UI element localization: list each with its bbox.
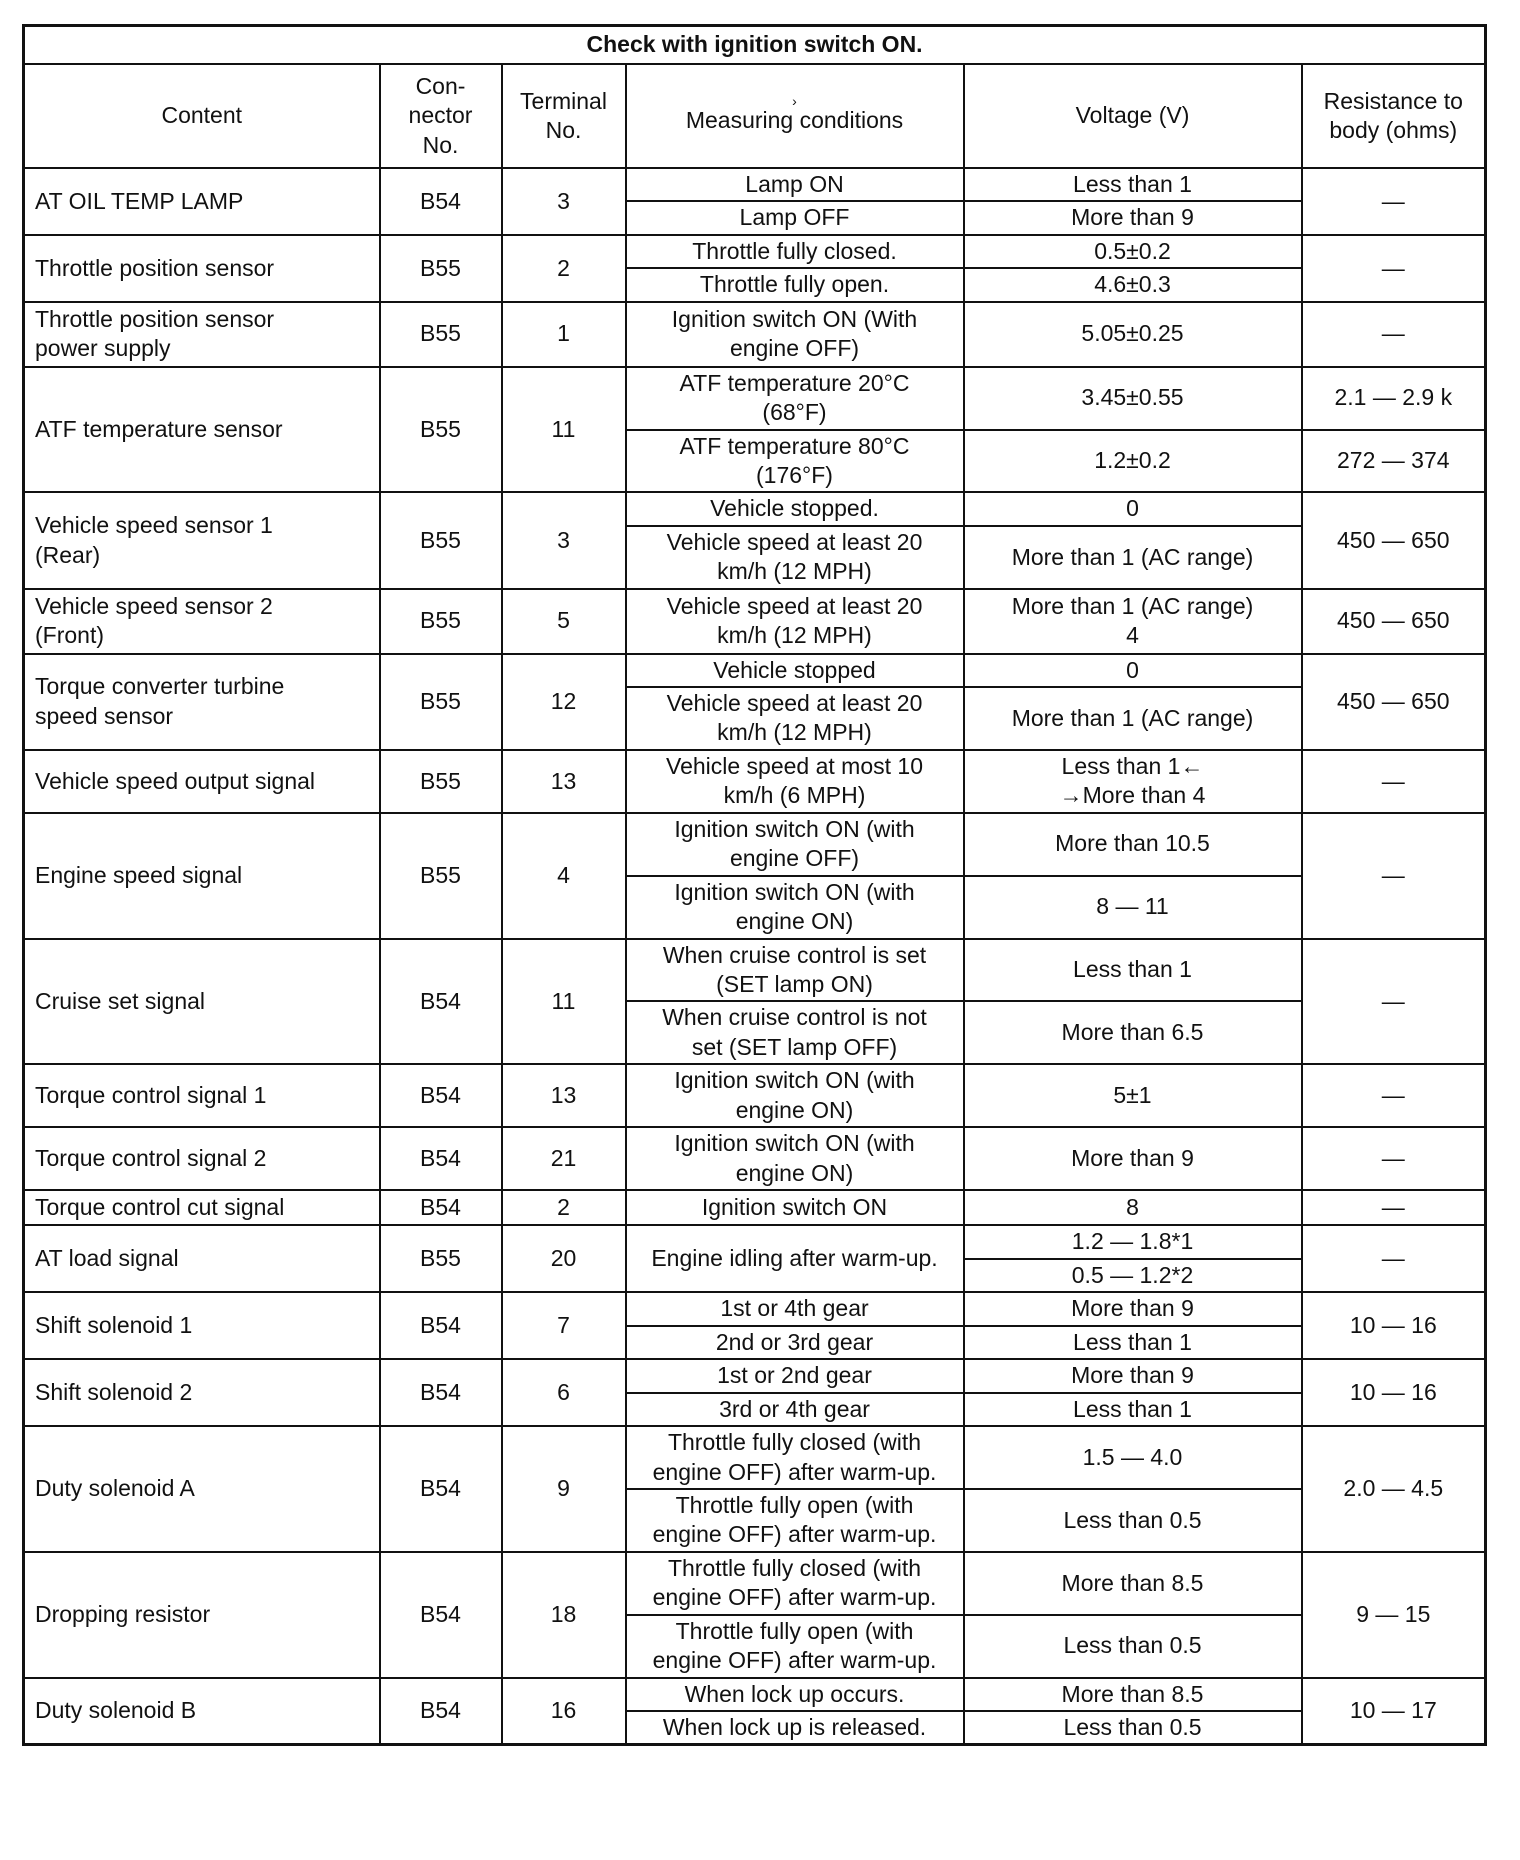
row-content: Throttle position sensor power supply <box>24 302 380 367</box>
row-connector: B54 <box>380 1552 502 1678</box>
row-terminal: 6 <box>502 1359 626 1426</box>
table-row <box>24 1127 1486 1190</box>
row-resistance: 272 — 374 <box>1302 430 1486 493</box>
header-voltage: Voltage (V) <box>964 64 1302 168</box>
row-connector: B54 <box>380 1678 502 1745</box>
spec-table-wrapper <box>22 24 1484 1746</box>
row-voltage: More than 10.5 <box>964 813 1302 876</box>
row-terminal: 21 <box>502 1127 626 1190</box>
row-measuring-condition: Vehicle speed at most 10 km/h (6 MPH) <box>626 750 964 813</box>
row-resistance: 450 — 650 <box>1302 492 1486 588</box>
row-content: Duty solenoid A <box>24 1426 380 1552</box>
row-voltage: More than 9 <box>964 1292 1302 1325</box>
row-measuring-condition: Ignition switch ON <box>626 1190 964 1225</box>
row-content: Cruise set signal <box>24 939 380 1065</box>
row-connector: B55 <box>380 813 502 939</box>
row-terminal: 1 <box>502 302 626 367</box>
row-content: Duty solenoid B <box>24 1678 380 1745</box>
row-voltage: More than 9 <box>964 201 1302 234</box>
row-measuring-condition: Ignition switch ON (with engine ON) <box>626 1064 964 1127</box>
row-measuring-condition: 1st or 4th gear <box>626 1292 964 1325</box>
table-row <box>24 813 1486 876</box>
row-voltage: 5±1 <box>964 1064 1302 1127</box>
row-connector: B54 <box>380 1426 502 1552</box>
table-row <box>24 302 1486 367</box>
row-content: Torque control signal 1 <box>24 1064 380 1127</box>
row-voltage: 0 <box>964 654 1302 687</box>
table-row <box>24 1426 1486 1489</box>
row-content: Torque control signal 2 <box>24 1127 380 1190</box>
row-measuring-condition: When cruise control is set (SET lamp ON) <box>626 939 964 1002</box>
row-voltage: More than 1 (AC range) <box>964 687 1302 750</box>
row-resistance: — <box>1302 1225 1486 1292</box>
row-terminal: 12 <box>502 654 626 750</box>
row-content: Torque converter turbine speed sensor <box>24 654 380 750</box>
row-measuring-condition: Ignition switch ON (with engine OFF) <box>626 813 964 876</box>
row-connector: B55 <box>380 302 502 367</box>
table-row <box>24 492 1486 525</box>
row-voltage: More than 1 (AC range) <box>964 526 1302 589</box>
row-resistance: — <box>1302 813 1486 939</box>
row-voltage: 3.45±0.55 <box>964 367 1302 430</box>
row-terminal: 3 <box>502 168 626 235</box>
row-resistance: — <box>1302 750 1486 813</box>
row-measuring-condition: Ignition switch ON (With engine OFF) <box>626 302 964 367</box>
row-measuring-condition: Vehicle speed at least 20 km/h (12 MPH) <box>626 589 964 654</box>
row-measuring-condition: Throttle fully closed (with engine OFF) after warm-up. <box>626 1426 964 1489</box>
row-resistance: — <box>1302 1127 1486 1190</box>
row-measuring-condition: 1st or 2nd gear <box>626 1359 964 1392</box>
row-measuring-condition: When cruise control is not set (SET lamp OFF) <box>626 1001 964 1064</box>
row-connector: B55 <box>380 367 502 493</box>
row-terminal: 7 <box>502 1292 626 1359</box>
row-voltage: Less than 0.5 <box>964 1711 1302 1745</box>
table-header-row <box>24 64 1486 168</box>
row-connector: B55 <box>380 235 502 302</box>
row-content: AT load signal <box>24 1225 380 1292</box>
row-voltage: More than 1 (AC range) 4 <box>964 589 1302 654</box>
row-terminal: 11 <box>502 367 626 493</box>
row-measuring-condition: Throttle fully open (with engine OFF) after warm-up. <box>626 1489 964 1552</box>
row-content: Vehicle speed sensor 2 (Front) <box>24 589 380 654</box>
row-content: Dropping resistor <box>24 1552 380 1678</box>
row-measuring-condition: Ignition switch ON (with engine ON) <box>626 1127 964 1190</box>
row-measuring-condition: ATF temperature 80°C (176°F) <box>626 430 964 493</box>
row-voltage: More than 8.5 <box>964 1678 1302 1711</box>
row-resistance: 450 — 650 <box>1302 589 1486 654</box>
table-row <box>24 939 1486 1002</box>
row-resistance: 2.0 — 4.5 <box>1302 1426 1486 1552</box>
row-connector: B55 <box>380 589 502 654</box>
row-resistance: — <box>1302 235 1486 302</box>
table-row <box>24 1292 1486 1325</box>
row-measuring-condition: Throttle fully open. <box>626 268 964 301</box>
row-connector: B54 <box>380 1064 502 1127</box>
row-content: Vehicle speed output signal <box>24 750 380 813</box>
row-terminal: 2 <box>502 235 626 302</box>
row-resistance: — <box>1302 1064 1486 1127</box>
row-connector: B55 <box>380 492 502 588</box>
row-terminal: 5 <box>502 589 626 654</box>
table-row <box>24 168 1486 201</box>
row-terminal: 20 <box>502 1225 626 1292</box>
row-voltage: 0.5 — 1.2*2 <box>964 1259 1302 1292</box>
row-resistance: 10 — 16 <box>1302 1359 1486 1426</box>
row-voltage: More than 9 <box>964 1359 1302 1392</box>
row-measuring-condition: Lamp ON <box>626 168 964 201</box>
table-row <box>24 589 1486 654</box>
row-measuring-condition: Vehicle stopped. <box>626 492 964 525</box>
row-connector: B54 <box>380 168 502 235</box>
row-measuring-condition: Vehicle stopped <box>626 654 964 687</box>
row-terminal: 3 <box>502 492 626 588</box>
table-row <box>24 1190 1486 1225</box>
row-connector: B54 <box>380 939 502 1065</box>
row-terminal: 9 <box>502 1426 626 1552</box>
row-content: ATF temperature sensor <box>24 367 380 493</box>
row-measuring-condition: Throttle fully closed. <box>626 235 964 268</box>
row-voltage: 1.5 — 4.0 <box>964 1426 1302 1489</box>
row-content: Engine speed signal <box>24 813 380 939</box>
row-resistance: 10 — 17 <box>1302 1678 1486 1745</box>
row-voltage: More than 6.5 <box>964 1001 1302 1064</box>
row-measuring-condition: Vehicle speed at least 20 km/h (12 MPH) <box>626 526 964 589</box>
row-voltage: More than 8.5 <box>964 1552 1302 1615</box>
row-content: AT OIL TEMP LAMP <box>24 168 380 235</box>
header-terminal: Terminal No. <box>502 64 626 168</box>
row-connector: B54 <box>380 1190 502 1225</box>
row-voltage: 1.2 — 1.8*1 <box>964 1225 1302 1258</box>
row-voltage: Less than 1 <box>964 1393 1302 1426</box>
header-mark: › <box>792 93 797 110</box>
header-content: Content <box>24 64 380 168</box>
voltage-check-table <box>22 24 1487 1746</box>
row-measuring-condition: When lock up is released. <box>626 1711 964 1745</box>
row-resistance: 9 — 15 <box>1302 1552 1486 1678</box>
header-measuring-conditions: › Measuring conditions <box>626 64 964 168</box>
row-resistance: — <box>1302 168 1486 235</box>
row-voltage: Less than 0.5 <box>964 1489 1302 1552</box>
row-content: Shift solenoid 2 <box>24 1359 380 1426</box>
row-voltage: Less than 1← →More than 4 <box>964 750 1302 813</box>
row-measuring-condition: When lock up occurs. <box>626 1678 964 1711</box>
table-row <box>24 367 1486 430</box>
row-connector: B54 <box>380 1292 502 1359</box>
row-terminal: 13 <box>502 1064 626 1127</box>
row-measuring-condition: Lamp OFF <box>626 201 964 234</box>
row-voltage: Less than 1 <box>964 1326 1302 1359</box>
row-voltage: Less than 1 <box>964 939 1302 1002</box>
row-voltage: 8 <box>964 1190 1302 1225</box>
row-terminal: 13 <box>502 750 626 813</box>
table-row <box>24 1225 1486 1258</box>
row-connector: B54 <box>380 1359 502 1426</box>
table-row <box>24 1678 1486 1711</box>
table-row <box>24 1064 1486 1127</box>
table-row <box>24 750 1486 813</box>
table-row <box>24 1552 1486 1615</box>
row-measuring-condition: Throttle fully open (with engine OFF) after warm-up. <box>626 1615 964 1678</box>
row-connector: B55 <box>380 654 502 750</box>
row-content: Shift solenoid 1 <box>24 1292 380 1359</box>
row-measuring-condition: Engine idling after warm-up. <box>626 1225 964 1292</box>
row-measuring-condition: ATF temperature 20°C (68°F) <box>626 367 964 430</box>
row-content: Vehicle speed sensor 1 (Rear) <box>24 492 380 588</box>
row-terminal: 16 <box>502 1678 626 1745</box>
row-resistance: — <box>1302 1190 1486 1225</box>
row-measuring-condition: 3rd or 4th gear <box>626 1393 964 1426</box>
table-title: Check with ignition switch ON. <box>24 26 1486 65</box>
table-row <box>24 235 1486 268</box>
table-row <box>24 654 1486 687</box>
row-voltage: 0 <box>964 492 1302 525</box>
row-content: Torque control cut signal <box>24 1190 380 1225</box>
row-voltage: Less than 0.5 <box>964 1615 1302 1678</box>
row-connector: B55 <box>380 1225 502 1292</box>
row-voltage: 5.05±0.25 <box>964 302 1302 367</box>
row-resistance: 2.1 — 2.9 k <box>1302 367 1486 430</box>
row-voltage: 1.2±0.2 <box>964 430 1302 493</box>
row-resistance: — <box>1302 939 1486 1065</box>
row-terminal: 2 <box>502 1190 626 1225</box>
row-measuring-condition: Ignition switch ON (with engine ON) <box>626 876 964 939</box>
row-resistance: — <box>1302 302 1486 367</box>
row-measuring-condition: 2nd or 3rd gear <box>626 1326 964 1359</box>
row-resistance: 10 — 16 <box>1302 1292 1486 1359</box>
row-voltage: 0.5±0.2 <box>964 235 1302 268</box>
header-connector: Con- nector No. <box>380 64 502 168</box>
row-connector: B55 <box>380 750 502 813</box>
row-terminal: 18 <box>502 1552 626 1678</box>
row-voltage: 4.6±0.3 <box>964 268 1302 301</box>
row-terminal: 11 <box>502 939 626 1065</box>
row-connector: B54 <box>380 1127 502 1190</box>
row-content: Throttle position sensor <box>24 235 380 302</box>
row-resistance: 450 — 650 <box>1302 654 1486 750</box>
row-voltage: More than 9 <box>964 1127 1302 1190</box>
row-voltage: 8 — 11 <box>964 876 1302 939</box>
table-body <box>24 168 1486 1745</box>
row-measuring-condition: Throttle fully closed (with engine OFF) after warm-up. <box>626 1552 964 1615</box>
row-terminal: 4 <box>502 813 626 939</box>
header-resistance: Resistance to body (ohms) <box>1302 64 1486 168</box>
row-measuring-condition: Vehicle speed at least 20 km/h (12 MPH) <box>626 687 964 750</box>
table-row <box>24 1359 1486 1392</box>
row-voltage: Less than 1 <box>964 168 1302 201</box>
